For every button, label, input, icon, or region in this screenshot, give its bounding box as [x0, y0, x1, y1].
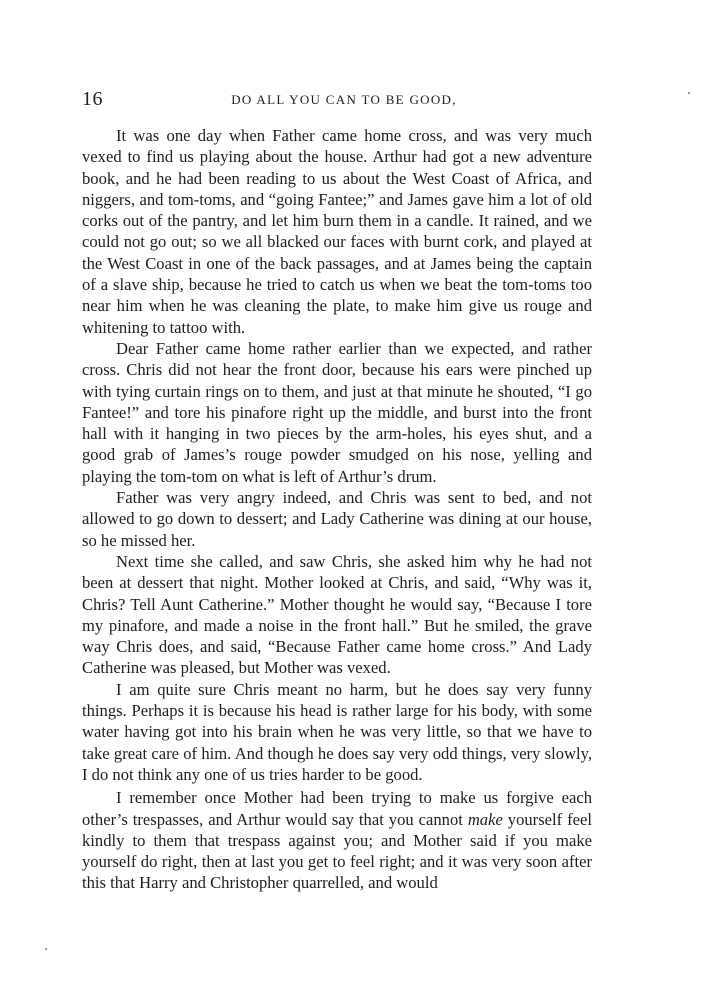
page-number: 16: [82, 88, 103, 110]
running-head: [82, 88, 592, 112]
paragraph-2: Dear Father came home rather earlier than we expected, and rather cross. Chris did not hear the front door, because his ears were pinched up with tying curtain rings on to them, and just at that minute he shouted, “I go Fantee!” and tore his pinafore right up the middle, and burst into the front hall with it hanging in two pieces by the arm-holes, his eyes shut, and a good grab of James’s rouge powder smudged on his nose, yelling and playing the tom-tom on what is left of Arthur’s drum.: [82, 338, 592, 486]
paper-speck: [45, 948, 47, 950]
paragraph-5: I am quite sure Chris meant no harm, but he does say very funny things. Perhaps it is because his head is rather large for his body, with some water having got into his brain when he was very little, so that we have to take great care of him. And though he does say very odd things, very slowly, I do not think any one of us tries harder to be good.: [82, 679, 592, 784]
paragraph-1: It was one day when Father came home cross, and was very much vexed to find us playing about the house. Arthur had got a new adventure book, and he had been reading to us about the West Coast of Africa, and niggers, and tom-toms, and “going Fantee;” and James gave him a lot of old corks out of the pantry, and let him burn them in a candle. It rained, and we could not go out; so we all blacked our faces with burnt cork, and played at the West Coast in one of the back passages, and at James being the captain of a slave ship, because he tried to catch us when we beat the tom-toms too near him when he was cleaning the plate, to make him give us rouge and whitening to tattoo with.: [82, 126, 592, 337]
paragraph-6-emphasis: make: [467, 809, 503, 829]
paper-speck: [688, 92, 690, 94]
paragraph-6: [82, 787, 592, 893]
paragraph-6-text-before: I remember once Mother had been trying to make us forgive each other’s trespasses, and Arthur would say that you cannot: [82, 788, 592, 829]
paragraph-4: Next time she called, and saw Chris, she asked him why he had not been at dessert that night. Mother looked at Chris, and said, “Why was it, Chris? Tell Aunt Catherine.” Mother thought he would say, “Because I tore my pinafore, and made a noise in the front hall.” But he smiled, the grave way Chris does, and said, “Because Father came home cross.” And Lady Catherine was pleased, but Mother was vexed.: [82, 551, 592, 678]
paragraph-3: Father was very angry indeed, and Chris was sent to bed, and not allowed to go down to dessert; and Lady Catherine was dining at our house, so he missed her.: [82, 488, 592, 550]
paragraph-6-text-after: yourself feel kindly to them that trespass against you; and Mother said if you make yourself do right, then at last you get to feel right; and it was very soon after this that Harry and Christopher quarrelled, and would: [82, 809, 592, 893]
running-title: DO ALL YOU CAN TO BE GOOD,: [231, 92, 457, 107]
body-text: [82, 125, 592, 894]
